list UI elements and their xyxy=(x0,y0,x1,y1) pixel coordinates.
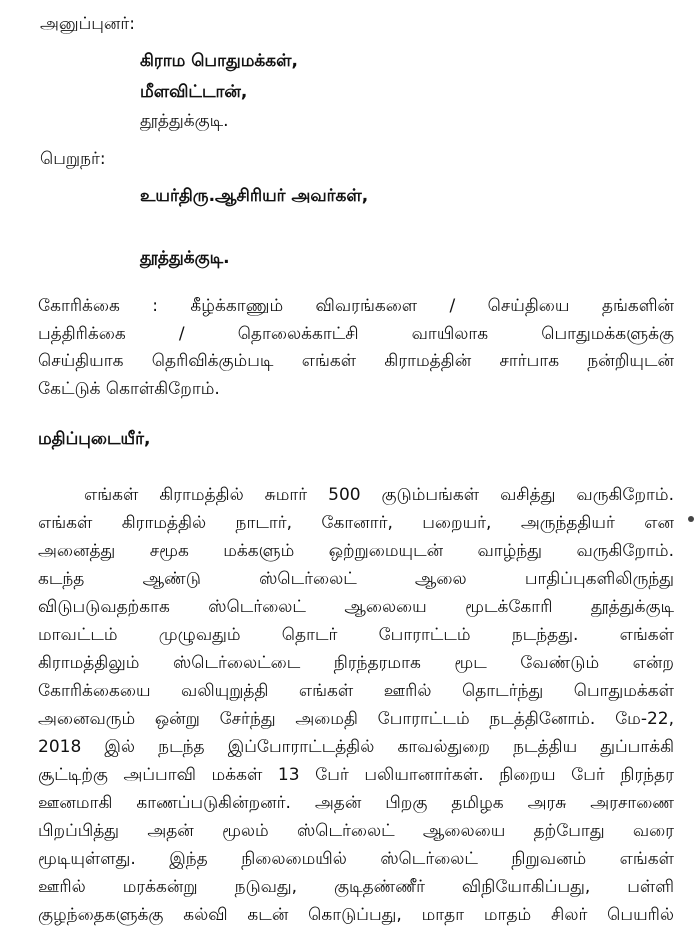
sender-village: மீளவிட்டான், xyxy=(140,82,248,102)
body-line: 2018 இல் நடந்த இப்போராட்டத்தில் காவல்துறை நடத்திய துப்பாக்கி xyxy=(38,737,674,757)
salutation: மதிப்புடையீர், xyxy=(38,429,151,449)
body-line: எங்கள் கிராமத்தில் நாடார், கோனார், பறையர், அருந்ததியர் என xyxy=(38,513,674,533)
body-line: எங்கள் கிராமத்தில் சுமார் 500 குடும்பங்கள் வசித்து வருகிறோம். xyxy=(84,485,674,505)
body-line: சூட்டிற்கு அப்பாவி மக்கள் 13 பேர் பலியானார்கள். நிறைய பேர் நிரந்தர xyxy=(38,765,674,785)
recipient-district: தூத்துக்குடி. xyxy=(140,248,230,268)
body-line: ஊரில் மரக்கன்று நடுவது, குடிதண்ணீர் விநியோகிப்பது, பள்ளி xyxy=(38,877,674,897)
sender-district: தூத்துக்குடி. xyxy=(140,111,229,131)
body-line: அனைத்து சமூக மக்களும் ஒற்றுமையுடன் வாழ்ந்து வருகிறோம். xyxy=(38,541,674,561)
body-line: மூடியுள்ளது. இந்த நிலைமையில் ஸ்டெர்லைட் நிறுவனம் எங்கள் xyxy=(38,849,674,869)
scan-mark xyxy=(688,516,694,522)
body-line: கோரிக்கையை வலியுறுத்தி எங்கள் ஊரில் தொடர்ந்து பொதுமக்கள் xyxy=(38,681,674,701)
request-line: கேட்டுக் கொள்கிறோம். xyxy=(38,378,220,399)
body-line: பிறப்பித்து அதன் மூலம் ஸ்டெர்லைட் ஆலையை தற்போது வரை xyxy=(38,821,674,841)
body-paragraph xyxy=(38,481,674,929)
request-line: கோரிக்கை : கீழ்க்காணும் விவரங்களை / செய்தியை தங்களின் xyxy=(38,296,674,316)
body-line: குழந்தைகளுக்கு கல்வி கடன் கொடுப்பது, மாதா மாதம் சிலர் பெயரில் xyxy=(38,905,674,925)
body-line: அனைவரும் ஒன்று சேர்ந்து அமைதி போராட்டம் நடத்தினோம். மே-22, xyxy=(38,709,674,729)
request-line: பத்திரிக்கை / தொலைக்காட்சி வாயிலாக பொதுமக்களுக்கு xyxy=(38,323,674,344)
request-line: செய்தியாக தெரிவிக்கும்படி எங்கள் கிராமத்தின் சார்பாக நன்றியுடன் xyxy=(38,351,674,371)
body-line: விடுபடுவதற்காக ஸ்டெர்லைட் ஆலையை மூடக்கோரி தூத்துக்குடி xyxy=(38,597,674,617)
request-paragraph xyxy=(38,293,674,403)
sender-name: கிராம பொதுமக்கள், xyxy=(140,51,298,71)
body-line: கடந்த ஆண்டு ஸ்டெர்லைட் ஆலை பாதிப்புகளிலிருந்து xyxy=(38,569,674,589)
recipient-name: உயர்திரு.ஆசிரியர் அவர்கள், xyxy=(140,186,369,206)
body-line: கிராமத்திலும் ஸ்டெர்லைட்டை நிரந்தரமாக மூட வேண்டும் என்ற xyxy=(38,653,674,673)
body-line: மாவட்டம் முழுவதும் தொடர் போராட்டம் நடந்தது. எங்கள் xyxy=(38,625,674,645)
sender-heading: அனுப்புனர்: xyxy=(40,14,136,34)
recipient-heading: பெறுநர்: xyxy=(40,149,106,169)
body-line: ஊனமாகி காணப்படுகின்றனர். அதன் பிறகு தமிழக அரசு அரசாணை xyxy=(38,793,674,813)
